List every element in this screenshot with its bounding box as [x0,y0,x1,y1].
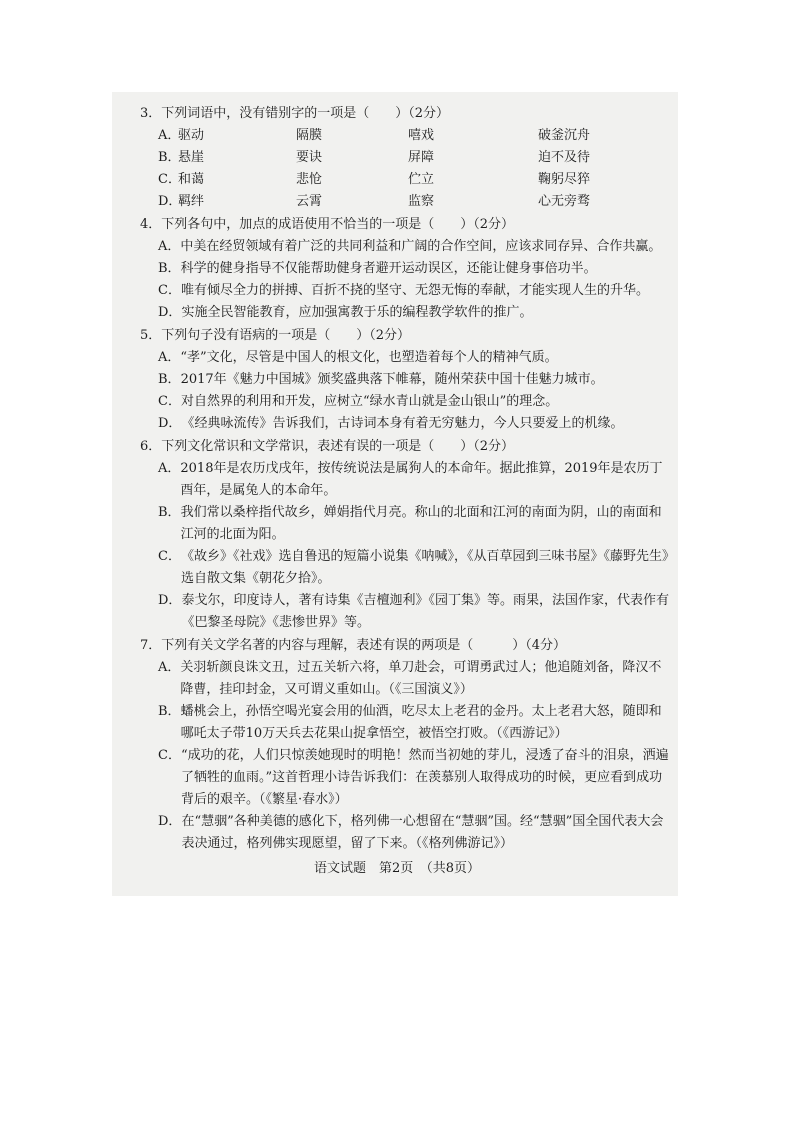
question-6-option-d [140,590,670,634]
option-label: A． [158,461,181,476]
option-label: A． [158,239,181,254]
question-3 [140,103,670,213]
question-3-option-a [140,125,670,147]
option-word: 鞠躬尽猝 [538,172,591,187]
question-6 [140,436,670,634]
question-3-option-d [140,191,670,213]
option-label: B． [158,372,181,387]
question-5-option-c [140,391,670,413]
option-label: A． [158,128,181,143]
question-7 [140,635,670,855]
option-text: 在“慧骃”各种美德的感化下，格列佛一心想留在“慧骃”国。经“慧骃”国全国代表大会表决通过，格列佛实现愿望，留了下来。（《格列佛游记》） [181,814,664,851]
option-label: B． [158,505,181,520]
option-text: 唯有倾尽全力的拼搏、百折不挠的坚守、无怨无悔的奉献，才能实现人生的升华。 [180,283,649,298]
question-5-stem: 5．下列句子没有语病的一项是（ ）（2分） [140,328,411,343]
option-text: 关羽斩颜良诛文丑，过五关斩六将，单刀赴会，可谓勇武过人；他追随刘备，降汉不降曹，挂印封金，又可谓义重如山。（《三国演义》） [180,660,662,697]
question-3-option-c [140,169,670,191]
option-text: 《经典咏流传》告诉我们，古诗词本身有着无穷魅力，今人只要爱上的机缘。 [181,416,624,431]
option-label: C． [158,394,181,409]
option-word: 悲怆 [296,172,323,187]
option-label: B． [158,150,181,165]
question-3-option-b [140,147,670,169]
question-5-option-b [140,369,670,391]
question-4-option-d [140,302,670,324]
option-label: D． [158,305,182,320]
option-word: 悬崖 [178,150,205,165]
option-word: 伫立 [408,172,435,187]
option-word: 云霄 [296,194,323,209]
option-label: A． [158,660,181,675]
option-label: C． [158,549,181,564]
question-7-stem: 7．下列有关文学名著的内容与理解，表述有误的两项是（ ）（4分） [140,638,567,653]
option-text: 我们常以桑梓指代故乡，婵娟指代月亮。称山的北面和江河的南面为阴，山的南面和江河的北面为阳。 [180,505,662,542]
option-word: 屏障 [408,150,435,165]
question-6-option-a [140,458,670,502]
question-6-stem: 6．下列文化常识和文学常识，表述有误的一项是（ ）（2分） [140,439,515,454]
question-5-option-a [140,347,670,369]
option-text: 《故乡》《社戏》选自鲁迅的短篇小说集《呐喊》，《从百草园到三味书屋》《藤野先生》选自散文集《朝花夕拾》。 [180,549,669,586]
option-word: 破釜沉舟 [538,128,591,143]
option-word: 心无旁骛 [538,194,591,209]
option-word: 监察 [408,194,435,209]
question-4 [140,214,670,324]
option-text: 中美在经贸领域有着广泛的共同利益和广阔的合作空间，应该求同存异、合作共赢。 [180,239,662,254]
option-label: D． [158,416,182,431]
question-5-option-d [140,413,670,435]
option-label: D． [158,194,182,209]
option-text: 科学的健身指导不仅能帮助健身者避开运动误区，还能让健身事倍功半。 [180,261,597,276]
option-word: 迫不及待 [538,150,591,165]
option-label: C． [158,172,181,187]
option-label: D． [158,593,182,608]
option-label: B． [158,261,181,276]
question-7-option-a [140,657,670,701]
option-label: C． [158,283,181,298]
option-text: 2017年《魅力中国城》颁奖盛典落下帷幕，随州荣获中国十佳魅力城市。 [180,372,604,387]
option-word: 和蔼 [178,172,205,187]
question-4-option-a [140,236,670,258]
option-text: 实施全民智能教育，应加强寓教于乐的编程教学软件的推广。 [181,305,533,320]
option-text: 蟠桃会上，孙悟空喝光宴会用的仙酒，吃尽太上老君的金丹。太上老君大怒，随即和哪吒太子带10万天兵去花果山捉拿悟空，被悟空打败。（《西游记》） [180,704,662,741]
question-6-option-b [140,502,670,546]
question-4-stem: 4．下列各句中，加点的成语使用不恰当的一项是（ ）（2分） [140,217,515,232]
option-word: 要诀 [296,150,323,165]
page-footer: 语文试题 第2页 （共8页） [313,861,481,876]
option-label: A． [158,350,181,365]
option-word: 羁绊 [178,194,205,209]
option-text: 泰戈尔，印度诗人，著有诗集《吉檀迦利》《园丁集》等。雨果，法国作家，代表作有《巴黎圣母院》《悲惨世界》等。 [181,593,669,630]
option-text: “成功的花，人们只惊羡她现时的明艳！然而当初她的芽儿，浸透了奋斗的泪泉，洒遍了牺牲的血雨。”这首哲理小诗告诉我们：在羡慕别人取得成功的时候，更应看到成功背后的艰辛。（《繁星·春水》） [180,748,669,807]
question-7-option-d [140,811,670,855]
question-7-option-c [140,745,670,811]
option-text: “孝”文化，尽管是中国人的根文化，也塑造着每个人的精神气质。 [180,350,558,365]
question-3-stem: 3．下列词语中，没有错别字的一项是（ ）（2分） [140,106,450,121]
option-label: B． [158,704,181,719]
option-text: 对自然界的利用和开发，应树立“绿水青山就是金山银山”的理念。 [180,394,559,409]
option-word: 嘻戏 [408,128,435,143]
question-6-option-c [140,546,670,590]
question-7-option-b [140,701,670,745]
option-word: 隔膜 [296,128,323,143]
option-label: D． [158,814,182,829]
exam-content [140,103,670,856]
question-4-option-b [140,258,670,280]
option-label: C． [158,748,181,763]
question-4-option-c [140,280,670,302]
question-5 [140,325,670,435]
option-text: 2018年是农历戊戌年，按传统说法是属狗人的本命年。据此推算，2019年是农历丁酉年，是属兔人的本命年。 [180,461,663,498]
option-word: 驱动 [178,128,205,143]
